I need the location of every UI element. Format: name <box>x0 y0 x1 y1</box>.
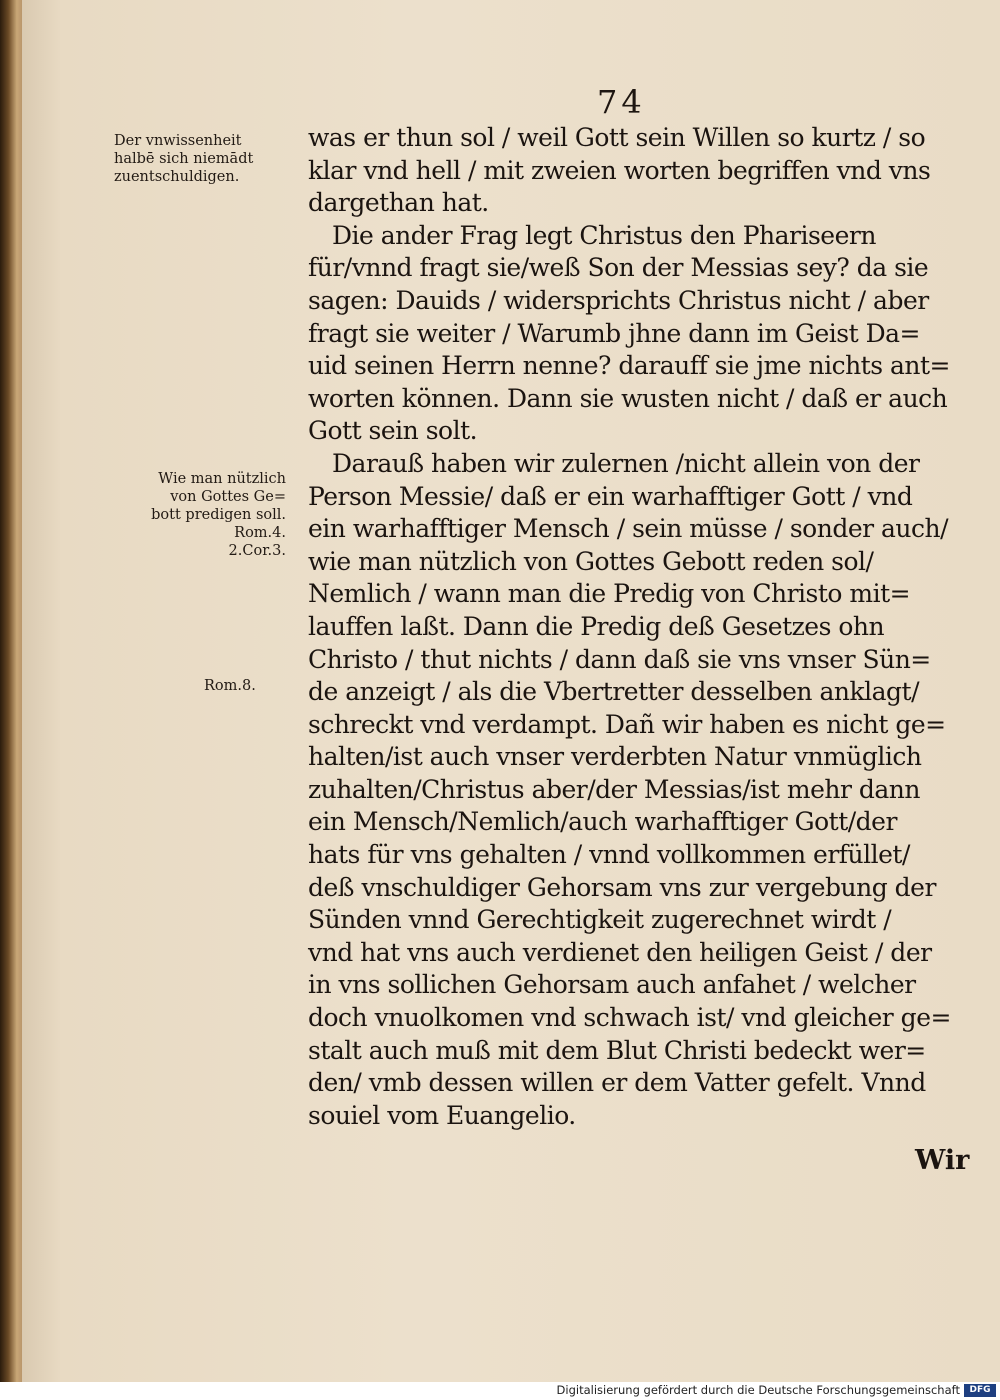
text-line: halten/ist auch vnser verderbten Natur vnmüglich <box>308 742 922 772</box>
text-line: stalt auch muß mit dem Blut Christi bedeckt wer= <box>308 1035 926 1065</box>
text-line: Gott sein solt. <box>308 416 478 446</box>
text-line: den/ vmb dessen willen er dem Vatter gefelt. Vnnd <box>308 1068 926 1098</box>
text-line: dargethan hat. <box>308 188 489 218</box>
text-line: schreckt vnd verdampt. Dañ wir haben es nicht ge= <box>308 709 946 739</box>
text-line: Christo / thut nichts / dann daß sie vns vnser Sün= <box>308 644 931 674</box>
margin-note: Der vnwissenheit halbē sich niemādt zuentschuldigen. <box>114 133 254 185</box>
text-line: klar vnd hell / mit zweien worten begriffen vnd vns <box>308 155 931 185</box>
text-line: Die ander Frag legt Christus den Phariseern <box>332 220 876 250</box>
text-line: ein Mensch/Nemlich/auch warhafftiger Gott/der <box>308 807 897 837</box>
text-line: was er thun sol / weil Gott sein Willen so kurtz / so <box>308 123 926 152</box>
text-line: Sünden vnnd Gerechtigkeit zugerechnet wirdt / <box>308 905 892 935</box>
text-line: lauffen laßt. Dann die Predig deß Gesetzes ohn <box>308 611 885 641</box>
text-line: sagen: Dauids / widersprichts Christus nicht / aber <box>308 285 929 315</box>
margin-note: Wie man nützlich von Gottes Ge= bott predigen soll. Rom.4. 2.Cor.3. <box>151 471 286 559</box>
catchword: Wir <box>915 1145 970 1176</box>
text-line: uid seinen Herrn nenne? darauff sie jme nichts ant= <box>308 351 951 381</box>
text-line: Person Messie/ daß er ein warhafftiger Gott / vnd <box>308 481 913 511</box>
text-line: wie man nützlich von Gottes Gebott reden sol/ <box>308 546 874 576</box>
text-line: doch vnuolkomen vnd schwach ist/ vnd gleicher ge= <box>308 1003 951 1033</box>
page-number: 74 <box>597 83 646 121</box>
text-line: Darauß haben wir zulernen /nicht allein von der <box>332 448 920 478</box>
text-line: deß vnschuldiger Gehorsam vns zur vergebung der <box>308 872 936 902</box>
footer-credit: Digitalisierung gefördert durch die Deutsche Forschungsgemeinschaft <box>556 1383 960 1397</box>
margin-note: Rom.8. <box>204 678 256 694</box>
text-line: in vns sollichen Gehorsam auch anfahet / welcher <box>308 970 916 1000</box>
text-line: Nemlich / wann man die Predig von Christo mit= <box>308 579 911 609</box>
book-spine-edge <box>0 0 24 1400</box>
text-line: fragt sie weiter / Warumb jhne dann im Geist Da= <box>308 318 920 348</box>
dfg-logo-icon: DFG <box>964 1384 996 1397</box>
digitization-footer <box>0 1382 1000 1400</box>
text-line: zuhalten/Christus aber/der Messias/ist mehr dann <box>308 774 920 804</box>
text-line: worten können. Dann sie wusten nicht / daß er auch <box>308 383 948 413</box>
text-line: souiel vom Euangelio. <box>308 1100 576 1130</box>
text-line: de anzeigt / als die Vbertretter desselben anklagt/ <box>308 677 919 707</box>
text-line: ein warhafftiger Mensch / sein müsse / sonder auch/ <box>308 514 949 544</box>
text-line: vnd hat vns auch verdienet den heiligen Geist / der <box>308 937 932 967</box>
text-line: für/vnnd fragt sie/weß Son der Messias sey? da sie <box>308 253 929 283</box>
book-page <box>22 0 1000 1382</box>
text-line: hats für vns gehalten / vnnd vollkommen erfüllet/ <box>308 840 910 870</box>
main-text-block <box>308 122 980 1132</box>
